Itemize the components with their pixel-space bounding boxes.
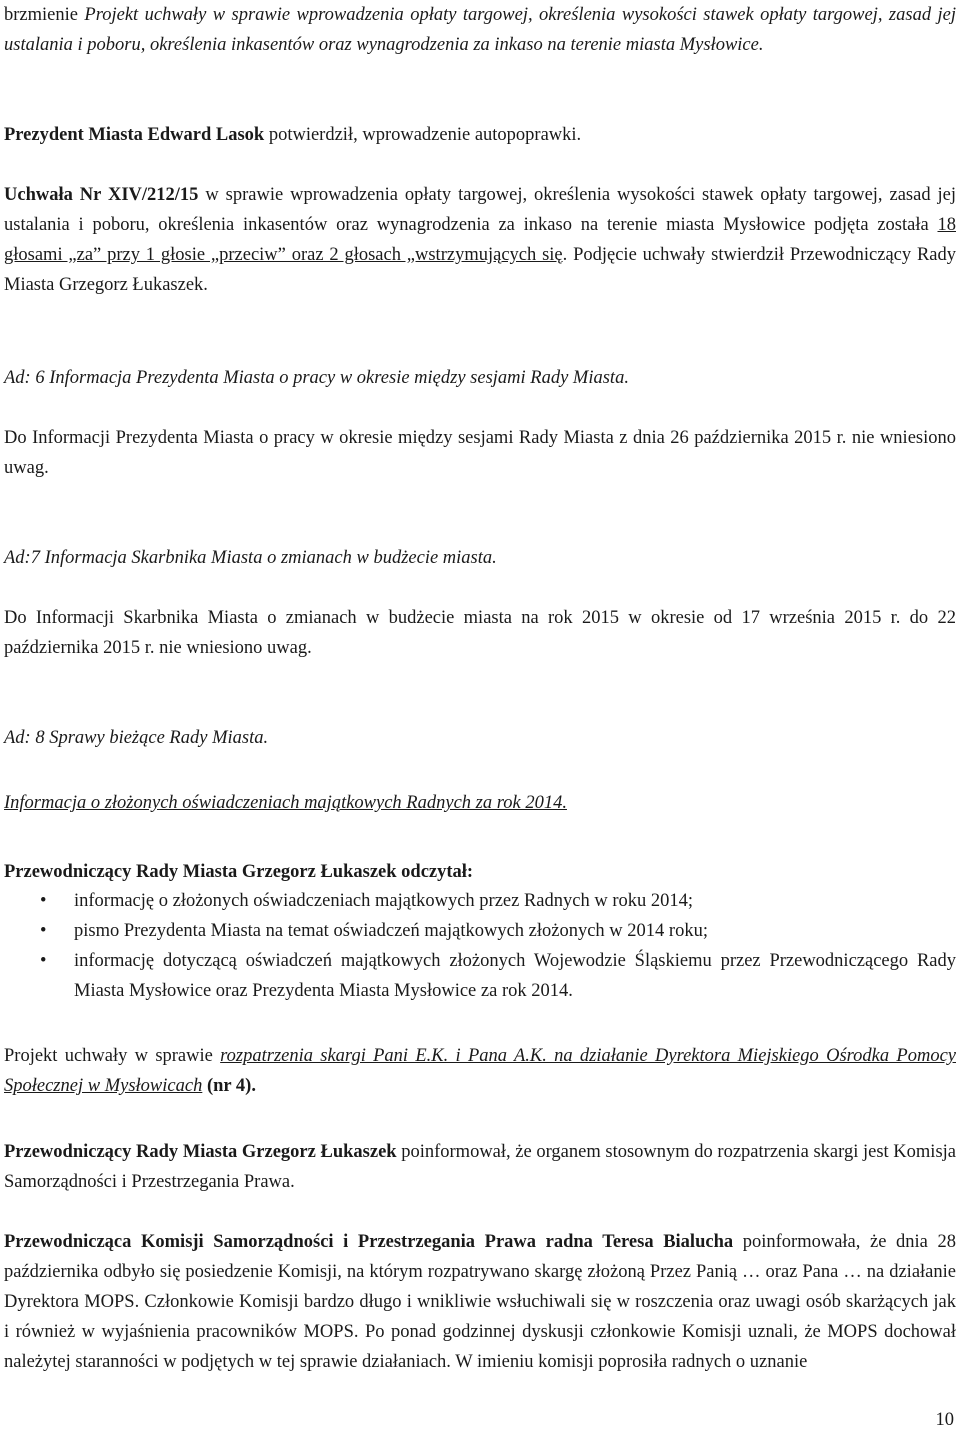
resolution-text: w sprawie wprowadzenia opłaty targowej, określenia wysokości stawek opłaty targowej, zasad jej ustalania i poboru, określenia inkasentów oraz wynagrodzenia za inkaso na terenie miasta Mysłowice podjęta została xyxy=(4,185,956,235)
list-item-text: informację o złożonych oświadczeniach majątkowych przez Radnych w roku 2014; xyxy=(74,891,694,911)
heading-property-declarations: Informacja o złożonych oświadczeniach majątkowych Radnych za rok 2014. xyxy=(4,793,567,813)
project-subject: rozpatrzenia skargi Pani E.K. i Pana A.K. na działanie Dyrektora Miejskiego Ośrodka Pomocy Społecznej w Mysłowicach xyxy=(4,1046,956,1096)
resolution-title-italic: Projekt uchwały w sprawie wprowadzenia opłaty targowej, określenia wysokości stawek opłaty targowej, zasad jej ustalania i poboru, określenia inkasentów oraz wynagrodzenia za inkaso na terenie miasta Mysłowice. xyxy=(4,5,957,55)
paragraph-chairman-informed xyxy=(4,1137,956,1197)
project-prefix: Projekt uchwały w sprawie xyxy=(4,1046,221,1066)
chairman-name: Przewodniczący Rady Miasta Grzegorz Łukaszek xyxy=(4,1142,397,1162)
bullet-icon: • xyxy=(40,951,47,971)
heading-chairman-read: Przewodniczący Rady Miasta Grzegorz Łukaszek odczytał: xyxy=(4,862,474,882)
chairman-statement: poinformował, że organem stosownym do rozpatrzenia skargi jest Komisja Samorządności i Przestrzegania Prawa. xyxy=(4,1142,957,1192)
resolution-number: Uchwała Nr XIV/212/15 xyxy=(4,185,199,205)
paragraph-president-autocorrection xyxy=(4,120,956,150)
paragraph-complaint-project xyxy=(4,1041,956,1101)
commission-report-text: poinformowała, że dnia 28 października odbyło się posiedzenie Komisji, na którym rozpatrywano skargę złożoną Przez Panią … oraz Pana … na działanie Dyrektora MOPS. Członkowie Komisji bardzo długo i wnikliwie wsłuchiwali się w roszczenia oraz uwagi osób skarżących jak i również w wyjaśnienia pracowników MOPS. Po ponad godzinnej dyskusji członkowie Komisji uznali, że MOPS dochował należytej staranności w podjętych w tej sprawie działaniach. W imieniu komisji poprosiła radnych o uznanie xyxy=(4,1232,956,1372)
vote-result: 18 głosami „za” przy 1 głosie „przeciw” oraz 2 głosach „wstrzymujących się xyxy=(4,215,956,265)
heading-ad-8: Ad: 8 Sprawy bieżące Rady Miasta. xyxy=(4,728,269,748)
paragraph-resolution-title xyxy=(4,0,956,60)
resolution-confirmation: . Podjęcie uchwały stwierdził Przewodniczący Rady Miasta Grzegorz Łukaszek. xyxy=(4,245,957,295)
project-number: (nr 4). xyxy=(202,1076,256,1096)
paragraph-ad-6: Do Informacji Prezydenta Miasta o pracy w okresie między sesjami Rady Miasta z dnia 26 października 2015 r. nie wniesiono uwag. xyxy=(4,428,956,478)
label-brzmienie: brzmienie xyxy=(4,5,78,25)
paragraph-commission-report xyxy=(4,1227,956,1377)
paragraph-resolution-adopted xyxy=(4,180,956,300)
heading-ad-7: Ad:7 Informacja Skarbnika Miasta o zmianach w budżecie miasta. xyxy=(4,548,497,568)
list-item-text: pismo Prezydenta Miasta na temat oświadczeń majątkowych złożonych w 2014 roku; xyxy=(74,921,708,941)
paragraph-ad-7: Do Informacji Skarbnika Miasta o zmianach w budżecie miasta na rok 2015 w okresie od 17 września 2015 r. do 22 października 2015 r. nie wniesiono uwag. xyxy=(4,608,956,658)
president-name: Prezydent Miasta Edward Lasok xyxy=(4,125,265,145)
page-number: 10 xyxy=(935,1410,954,1430)
president-statement: potwierdził, wprowadzenie autopoprawki. xyxy=(264,125,582,145)
list-item-text: informację dotyczącą oświadczeń majątkowych złożonych Wojewodzie Śląskiemu przez Przewodniczącego Rady Miasta Mysłowice oraz Prezydenta Miasta Mysłowice za rok 2014. xyxy=(74,951,956,1001)
bullet-icon: • xyxy=(40,891,47,911)
commission-chair-name: Przewodnicząca Komisji Samorządności i Przestrzegania Prawa radna Teresa Bialucha xyxy=(4,1232,734,1252)
bullet-icon: • xyxy=(40,921,47,941)
heading-ad-6: Ad: 6 Informacja Prezydenta Miasta o pracy w okresie między sesjami Rady Miasta. xyxy=(4,368,629,388)
